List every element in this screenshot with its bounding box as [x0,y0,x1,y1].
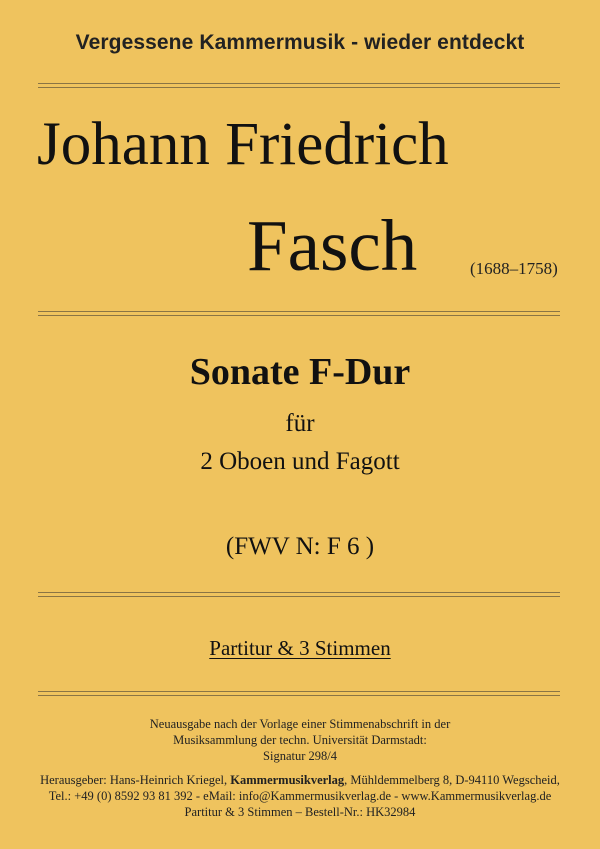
divider-top [38,83,560,88]
publisher-name: Kammermusikverlag [230,773,345,787]
source-note-line-3: Signatur 298/4 [263,749,337,763]
publisher-address: , Mühldemmelberg 8, D-94110 Wegscheid, [344,773,560,787]
work-title: Sonate F-Dur [189,351,411,393]
source-note-line-2: Musiksammlung der techn. Universität Darmstadt: [173,733,427,747]
publisher-line-1 [0,772,600,788]
divider-edition [38,691,560,696]
publisher-line-3: Partitur & 3 Stimmen – Bestell-Nr.: HK32984 [184,805,416,819]
composer-surname: Fasch [247,205,418,286]
source-note [0,716,600,764]
work-instrumentation: 2 Oboen und Fagott [200,448,400,475]
divider-work [38,592,560,597]
publisher-line-2: Tel.: +49 (0) 8592 93 81 392 - eMail: info@Kammermusikverlag.de - www.Kammermusikverlag.de [48,789,552,803]
parts-label [0,636,600,661]
work-fuer: für [285,410,315,437]
publisher-prefix: Herausgeber: Hans-Heinrich Kriegel, [40,773,231,787]
work-catalog-number: (FWV N: F 6 ) [225,533,375,560]
series-title: Vergessene Kammermusik - wieder entdeckt [75,31,525,54]
source-note-line-1: Neuausgabe nach der Vorlage einer Stimmenabschrift in der [149,717,451,731]
divider-composer [38,311,560,316]
parts-label-text: Partitur & 3 Stimmen [209,636,391,660]
publisher-info [0,772,600,820]
composer-first-names: Johann Friedrich [37,111,449,178]
composer-dates: (1688–1758) [470,259,558,278]
